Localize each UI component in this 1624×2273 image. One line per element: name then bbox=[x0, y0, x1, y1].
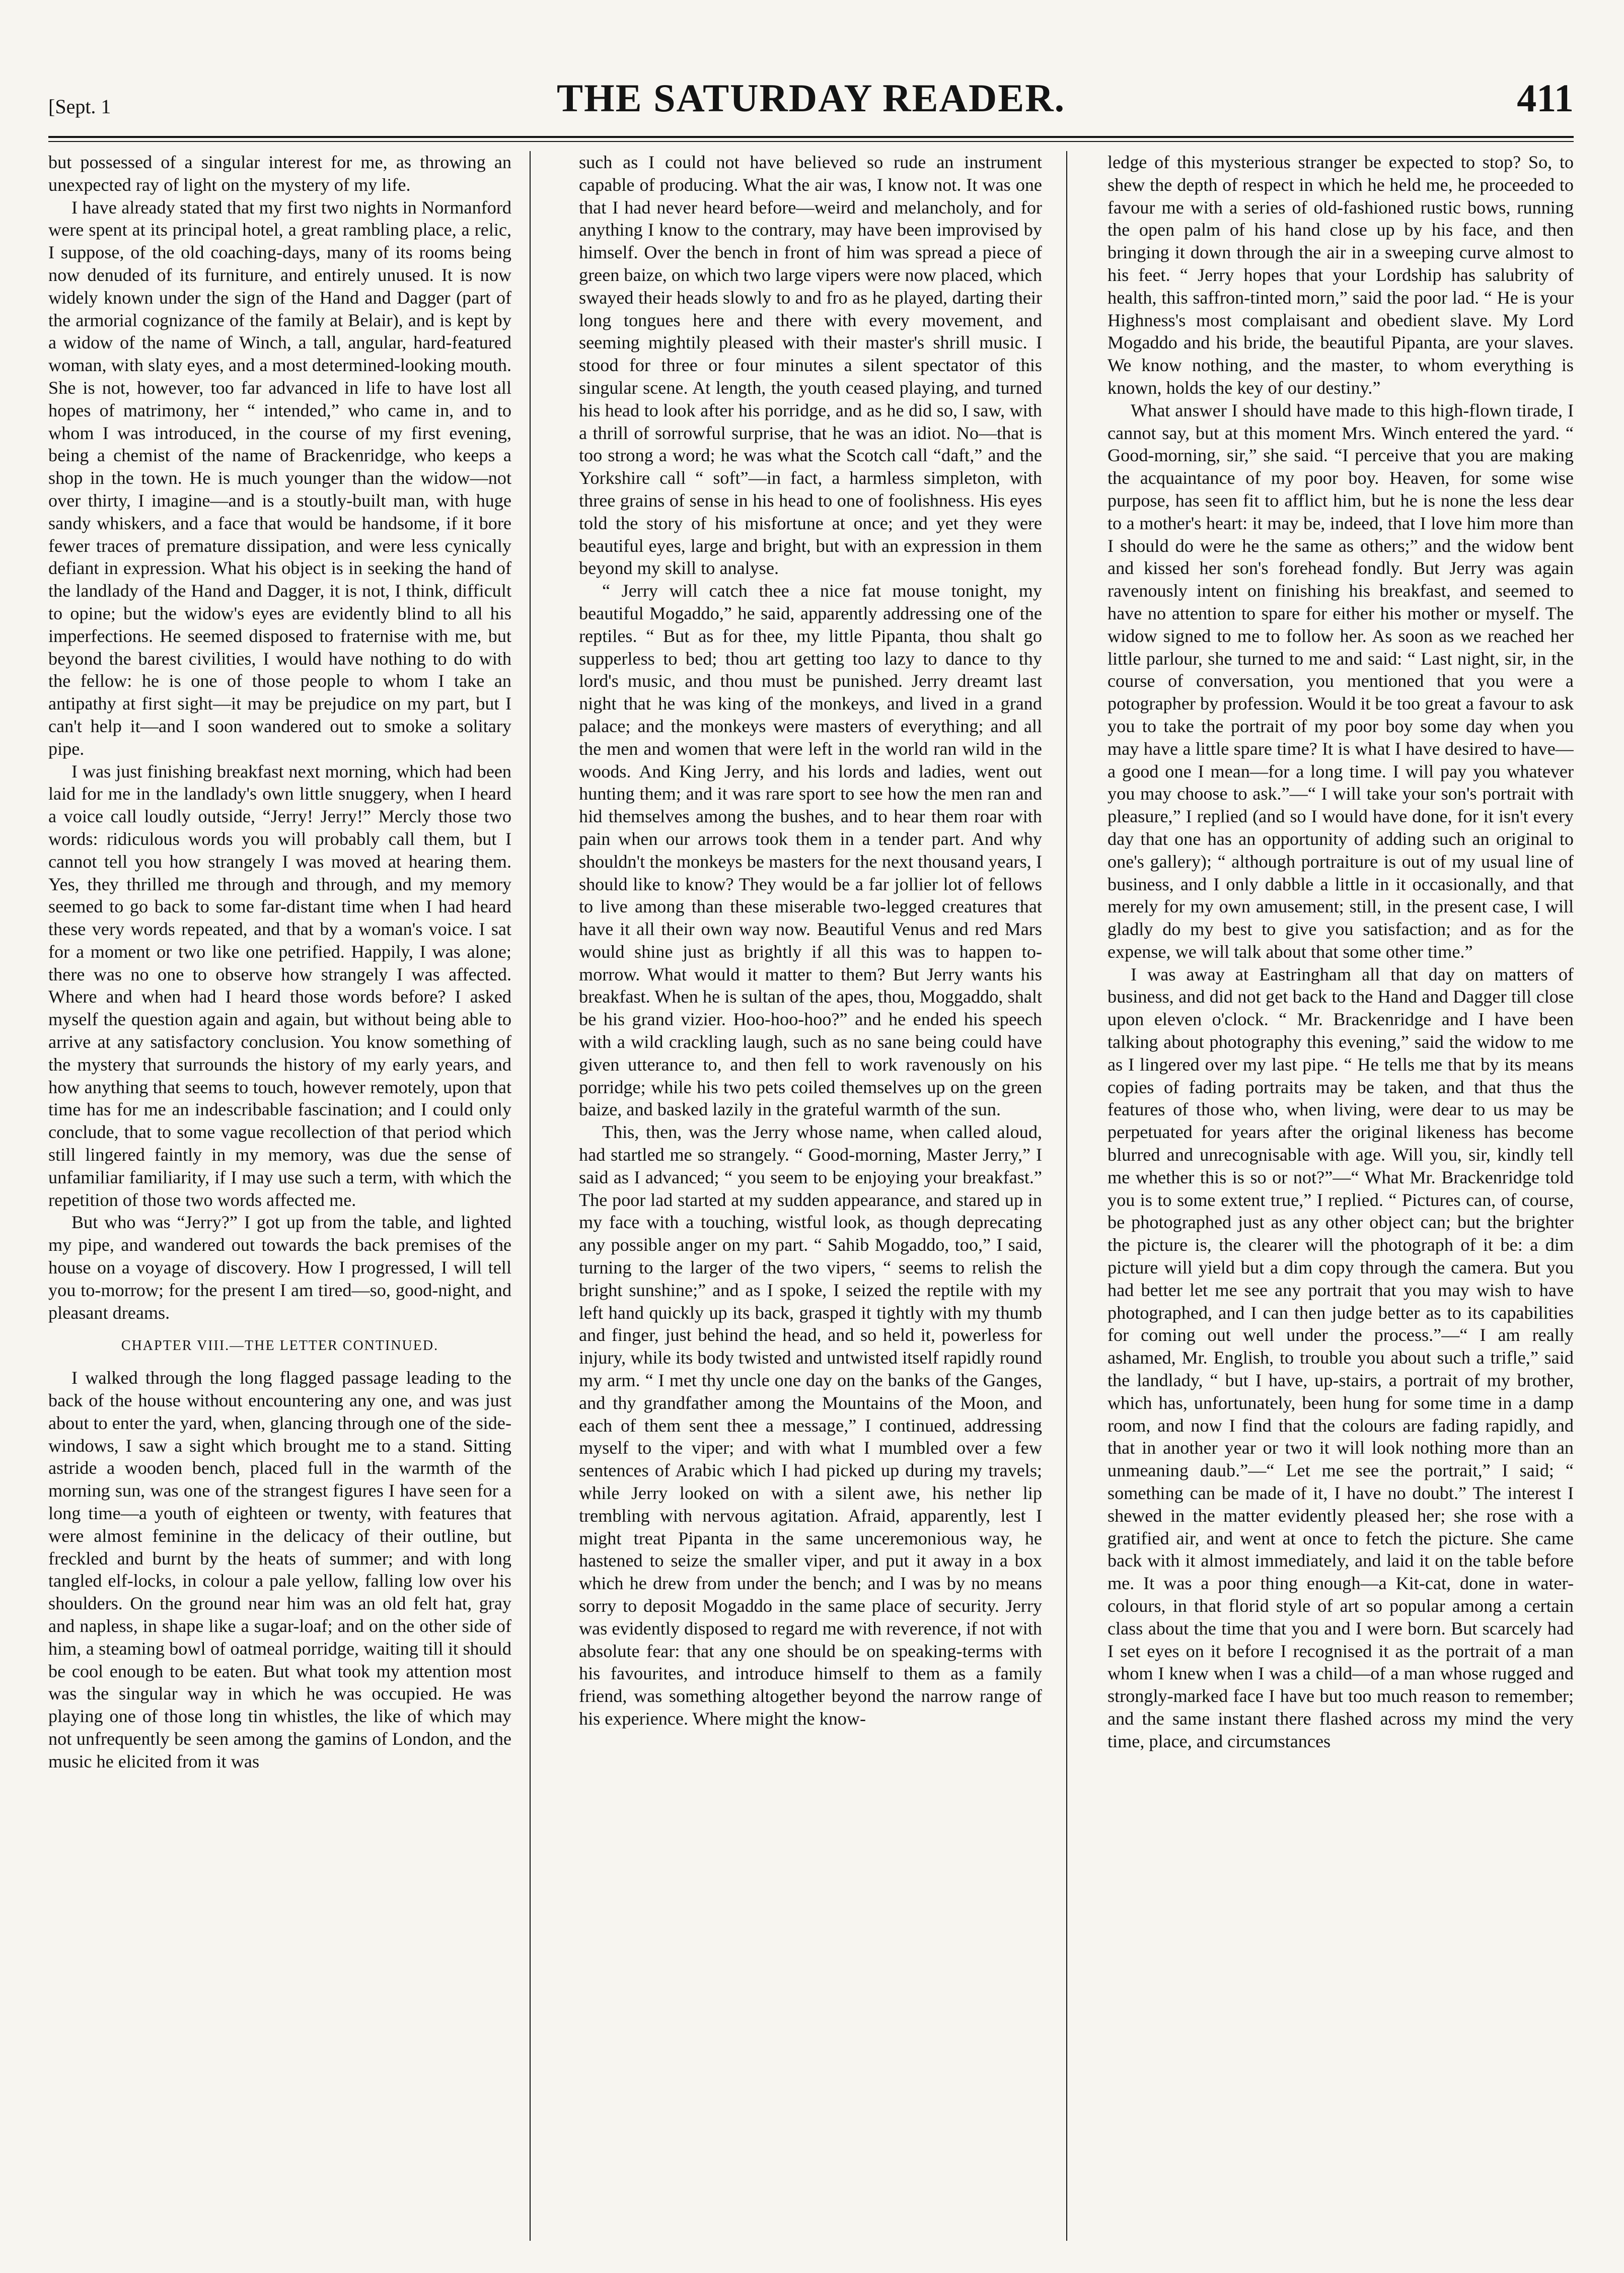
chapter-heading: CHAPTER VIII.—THE LETTER CONTINUED. bbox=[121, 1338, 439, 1354]
paragraph: This, then, was the Jerry whose name, when called aloud, had startled me so strangely. “ Good-morning, Master Jerry,” I said as I advanced; “ you seem to be enjoying your breakfast.” The poor lad started at my sudden appearance, and stared up in my face with a touching, wistful look, as though deprecating any possible anger on my part. “ Sahib Mogaddo, too,” I said, turning to the larger of the two vipers, “ seems to relish the bright sunshine;” and as I spoke, I seized the reptile with my left hand quickly up its back, grasped it tightly with my thumb and finger, just behind the head, and so held it, powerless for injury, while its body twisted and untwisted itself rapidly round my arm. “ I met thy uncle one day on the banks of the Ganges, and thy grandfather among the Mountains of the Moon, and each of them sent thee a message,” I continued, addressing myself to the viper; and with what I mumbled over a few sentences of Arabic which I had picked up during my travels; while Jerry looked on with a silent awe, his nether lip trembling with nervous agitation. Afraid, apparently, lest I might treat Pipanta in the same unceremonious way, he hastened to seize the smaller viper, and put it away in a box which he drew from under the bench; and I was by no means sorry to deposit Mogaddo in the same place of security. Jerry was evidently disposed to regard me with reverence, if not with absolute fear: that any one should be on speaking-terms with his favourites, and introduce himself to them as a family friend, was something altogether beyond the narrow range of his experience. Where might the know- bbox=[579, 1122, 1042, 1729]
column-divider bbox=[1066, 151, 1067, 2241]
paragraph: I was away at Eastringham all that day on matters of business, and did not get back to the Hand and Dagger till close upon eleven o'clock. “ Mr. Brackenridge and I have been talking about photography this evening,” said the widow to me as I lingered over my last pipe. “ He tells me that by its means copies of fading portraits may be taken, and that thus the features of those who, when living, were dear to us may be perpetuated for years after the original likeness has become blurred and unrecognisable with age. Will you, sir, kindly tell me whether this is so or not?”—“ What Mr. Brackenridge told you is to some extent true,” I replied. “ Pictures can, of course, be photographed just as any other object can; but the brighter the picture is, the clearer will the photograph of it be: a dim picture will yield but a dim copy through the camera. But you had better let me see any portrait that you may wish to have photographed, and I can then judge better as to its capabilities for coming out well under the process.”—“ I am really ashamed, Mr. English, to trouble you about such a trifle,” said the landlady, “ but I have, up-stairs, a portrait of my brother, which has, unfortunately, been hung for some time in a damp room, and now I find that the colours are fading rapidly, and that in another year or two it will look nothing more than an unmeaning daub.”—“ Let me see the portrait,” I said; “ something can be made of it, I have no doubt.” The interest I shewed in the matter evidently pleased her; she rose with a gratified air, and went at once to fetch the picture. She came back with it almost immediately, and laid it on the table before me. It was a poor thing enough—a Kit-cat, done in water-colours, in that florid style of art so popular among a certain class about the time that you and I were born. But scarcely had I set eyes on it before I recognised it as the portrait of a man whom I knew when I was a child—of a man whose rugged and strongly-marked face I have but too much reason to remember; and the same instant there flashed across my mind the very time, place, and circumstances bbox=[1108, 964, 1574, 1751]
issue-date: [Sept. 1 bbox=[48, 95, 111, 118]
paragraph: I was just finishing breakfast next morning, which had been laid for me in the landlady's own little snuggery, when I heard a voice call loudly outside, “Jerry! Jerry!” Mercly those two words: ridiculous words you will probably call them, but I cannot tell you how strangely I was moved at hearing them. Yes, they thrilled me through and through, and my memory seemed to go back to some far-distant time when I had heard these very words repeated, and that by a woman's voice. I sat for a moment or two like one petrified. Happily, I was alone; there was no one to observe how strangely I was affected. Where and when had I heard those words before? I asked myself the question again and again, but without being able to arrive at any satisfactory conclusion. You know something of the mystery that surrounds the history of my early years, and how anything that seems to touch, however remotely, upon that time has for me an indescribable fascination; and I could only conclude, that to some vague recollection of that period which still lingered faintly in my memory, was due the sense of unfamiliar familiarity, if I may use such a term, with which the repetition of those two words affected me. bbox=[48, 761, 511, 1210]
paragraph: such as I could not have believed so rude an instrument capable of producing. What the air was, I know not. It was one that I had never heard before—weird and melancholy, and for anything I know to the contrary, may have been improvised by himself. Over the bench in front of him was spread a piece of green baize, on which two large vipers were now placed, which swayed their heads slowly to and fro as he played, darting their long tongues here and there with every movement, and seeming mightily pleased with their master's shrill music. I stood for three or four minutes a silent spectator of this singular scene. At length, the youth ceased playing, and turned his head to look after his porridge, and as he did so, I saw, with a thrill of sorrowful surprise, that he was an idiot. No—that is too strong a word; he was what the Scotch call “daft,” and the Yorkshire call “ soft”—in fact, a harmless simpleton, with three grains of sense in his head to one of foolishness. His eyes told the story of his misfortune at once; and yet they were beautiful eyes, large and bright, but with an expression in them beyond my skill to analyse. bbox=[579, 152, 1042, 579]
column-2 bbox=[579, 151, 1042, 2241]
paragraph: But who was “Jerry?” I got up from the table, and lighted my pipe, and wandered out towards the back premises of the house on a voyage of discovery. How I progressed, I will tell you to-morrow; for the present I am tired—so, good-night, and pleasant dreams. bbox=[48, 1212, 511, 1323]
paragraph: but possessed of a singular interest for me, as throwing an unexpected ray of light on the mystery of my life. bbox=[48, 152, 511, 195]
page-header bbox=[48, 76, 1574, 131]
paragraph: “ Jerry will catch thee a nice fat mouse tonight, my beautiful Mogaddo,” he said, apparently addressing one of the reptiles. “ But as for thee, my little Pipanta, thou shalt go supperless to bed; thou art getting too lazy to dance to thy lord's music, and thou must be punished. Jerry dreamt last night that he was king of the monkeys, and lived in a grand palace; and the monkeys were masters of everything; and all the men and women that were left in the world ran wild in the woods. And King Jerry, and his lords and ladies, went out hunting them; and it was rare sport to see how the men ran and hid themselves among the bushes, and to hear them roar with pain when our arrows took them in a tender part. And why shouldn't the monkeys be masters for the next thousand years, I should like to know? They would be a far jollier lot of fellows to live among than these miserable two-legged creatures that have it all their own way now. Beautiful Venus and red Mars would shine just as brightly if all this was to happen to-morrow. What would it matter to them? But Jerry wants his breakfast. When he is sultan of the apes, thou, Moggaddo, shalt be his grand vizier. Hoo-hoo-hoo?” and he ended his speech with a wild crackling laugh, such as no sane being could have given utterance to, and then fell to work ravenously on his porridge; while his two pets coiled themselves up on the green baize, and basked lazily in the grateful warmth of the sun. bbox=[579, 581, 1042, 1120]
paragraph: What answer I should have made to this high-flown tirade, I cannot say, but at this moment Mrs. Winch entered the yard. “ Good-morning, sir,” she said. “I perceive that you are making the acquaintance of my poor boy. Heaven, for some wise purpose, has seen fit to afflict him, but he is none the less dear to a mother's heart: it may be, indeed, that I love him more than I should do were he the same as others;” and the widow bent and kissed her son's forehead fondly. But Jerry was again ravenously intent on finishing his breakfast, and seemed to have no attention to spare for either his mother or myself. The widow signed to me to follow her. As soon as we reached her little parlour, she turned to me and said: “ Last night, sir, in the course of conversation, you mentioned that you were a potographer by profession. Would it be too great a favour to ask you to take the portrait of my poor boy some day when you may have a little spare time? It is what I have desired to have—a good one I mean—for a long time. I will pay you whatever you may choose to ask.”—“ I will take your son's portrait with pleasure,” I replied (and so I would have done, for it isn't every day that one has an opportunity of adding such an original to one's gallery); “ although portraiture is out of my usual line of business, and I only dabble a little in it occasionally, and that merely for my own amusement; still, in the present case, I will gladly do my best to give you satisfaction; and as for the expense, we will talk about that some other time.” bbox=[1108, 400, 1574, 962]
paragraph: ledge of this mysterious stranger be expected to stop? So, to shew the depth of respect in which he held me, he proceeded to favour me with a series of old-fashioned rustic bows, running the open palm of his hand close up by his face, and then bringing it down through the air in a sweeping curve almost to his feet. “ Jerry hopes that your Lordship has salubrity of health, this saffron-tinted morn,” said the poor lad. “ He is your Highness's most complaisant and obedient slave. My Lord Mogaddo and his bride, the beautiful Pipanta, are your slaves. We know nothing, and the master, to whom everything is known, holds the key of our destiny.” bbox=[1108, 152, 1574, 398]
column-1 bbox=[48, 151, 511, 2241]
header-rule bbox=[48, 136, 1574, 138]
header-rule-thin bbox=[48, 141, 1574, 142]
paragraph: I have already stated that my first two nights in Normanford were spent at its principal hotel, a great rambling place, a relic, I suppose, of the old coaching-days, many of its rooms being now denuded of its furniture, and entirely unused. It is now widely known under the sign of the Hand and Dagger (part of the armorial cognizance of the family at Belair), and is kept by a widow of the name of Winch, a tall, angular, hard-featured woman, with slaty eyes, and a most determined-looking mouth. She is not, however, too far advanced in life to have lost all hopes of matrimony, her “ intended,” who came in, and to whom I was introduced, in the course of my first evening, being a chemist of the name of Brackenridge, who keeps a shop in the town. He is much younger than the widow—not over thirty, I imagine—and is a stoutly-built man, with huge sandy whiskers, and a face that would be handsome, if it bore fewer traces of premature dissipation, and were less cynically defiant in expression. What his object is in seeking the hand of the landlady of the Hand and Dagger, it is not, I think, difficult to opine; but the widow's eyes are evidently blind to all his imperfections. He seemed disposed to fraternise with me, but beyond the barest civilities, I would have nothing to do with the fellow: he is one of those people to whom I take an antipathy at first sight—it may be prejudice on my part, but I can't help it—and I soon wandered out to smoke a solitary pipe. bbox=[48, 197, 511, 759]
column-divider bbox=[530, 151, 531, 2241]
masthead-title: THE SATURDAY READER. bbox=[556, 76, 1066, 120]
column-3 bbox=[1108, 151, 1574, 2241]
page-number: 411 bbox=[1517, 76, 1574, 120]
paragraph: I walked through the long flagged passage leading to the back of the house without encountering any one, and was just about to enter the yard, when, glancing through one of the side-windows, I saw a sight which brought me to a stand. Sitting astride a wooden bench, placed full in the warmth of the morning sun, was one of the strangest figures I have seen for a long time—a youth of eighteen or twenty, with features that were almost feminine in the delicacy of their outline, but freckled and burnt by the heats of summer; and with long tangled elf-locks, in colour a pale yellow, falling low over his shoulders. On the ground near him was an old felt hat, gray and napless, in shape like a sugar-loaf; and on the other side of him, a steaming bowl of oatmeal porridge, waiting till it should be cool enough to be eaten. But what took my attention most was the singular way in which he was occupied. He was playing one of those long tin whistles, the like of which may not unfrequently be seen among the gamins of London, and the music he elicited from it was bbox=[48, 1368, 511, 1771]
